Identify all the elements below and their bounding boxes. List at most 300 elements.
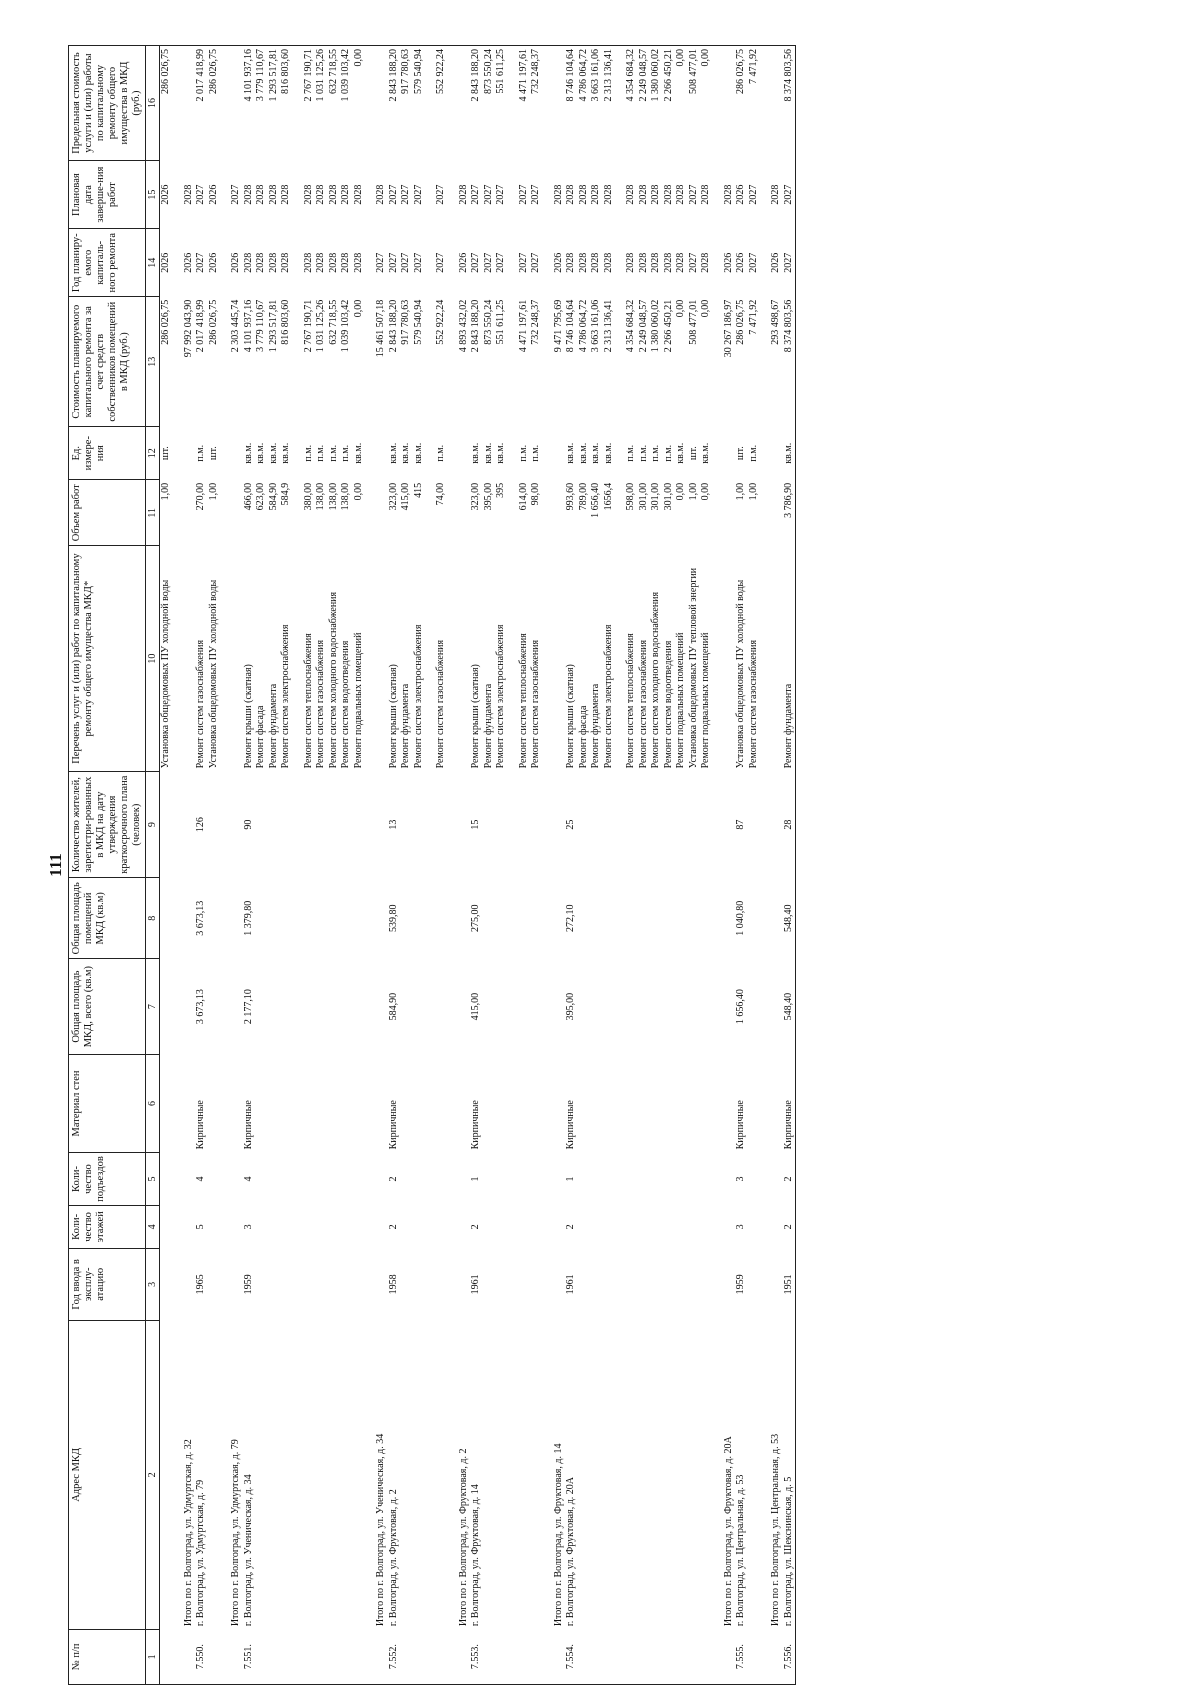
entrances-cell xyxy=(615,1152,638,1205)
table-row xyxy=(508,46,531,1685)
work-type-cell: Установка общедомовых ПУ тепловой энергии xyxy=(687,567,699,769)
column-number: 2 xyxy=(146,1321,160,1630)
header-total-area: Общая площадь МКД, всего (кв.м) xyxy=(69,959,146,1055)
column-number: 5 xyxy=(146,1152,160,1205)
entrances-cell: 4 xyxy=(195,1176,206,1182)
total-area-cell xyxy=(315,959,328,1055)
residents-cell xyxy=(173,771,196,877)
total-area-cell xyxy=(508,959,531,1055)
max-cost-cell: 4 101 937,16 xyxy=(243,46,256,161)
entrances-cell xyxy=(208,1152,221,1205)
floors-cell: 2 xyxy=(565,1224,576,1230)
address-cell xyxy=(400,1321,413,1630)
table-row xyxy=(565,46,578,1685)
year-built-cell xyxy=(543,1248,566,1320)
table-row xyxy=(675,46,688,1685)
wall-material-cell xyxy=(590,1055,603,1153)
entrances-cell: 2 xyxy=(387,1176,399,1182)
work-type-cell: Ремонт систем теплоснабжения xyxy=(625,633,636,769)
repair-year-cell: 2028 xyxy=(675,252,686,273)
premises-area-cell xyxy=(400,878,413,959)
unit-cell: кв.м. xyxy=(412,442,424,464)
total-area-cell xyxy=(353,959,366,1055)
wall-material-cell xyxy=(675,1055,688,1153)
work-type-cell: Ремонт систем электроснабжения xyxy=(495,624,506,769)
row-number xyxy=(293,1629,316,1684)
max-cost-cell: 0,00 xyxy=(353,46,366,161)
residents-cell xyxy=(365,771,388,877)
address-cell xyxy=(638,1321,651,1630)
year-built-cell: 1959 xyxy=(242,1274,254,1295)
work-type-cell: Ремонт систем электроснабжения xyxy=(280,624,291,769)
max-cost-cell: 1 031 125,26 xyxy=(315,46,328,161)
premises-area-cell: 272,10 xyxy=(565,904,576,933)
row-number: 7.550. xyxy=(195,1629,208,1684)
unit-cell: кв.м. xyxy=(470,442,481,464)
premises-area-cell xyxy=(208,878,221,959)
table-row xyxy=(353,46,366,1685)
max-cost-cell: 2 266 450,21 xyxy=(663,46,676,161)
year-built-cell xyxy=(603,1248,616,1320)
residents-cell xyxy=(688,771,701,877)
year-built-cell xyxy=(413,1248,426,1320)
entrances-cell xyxy=(543,1152,566,1205)
entrances-cell xyxy=(650,1152,663,1205)
entrances-cell xyxy=(578,1152,591,1205)
repair-year-cell: 2028 xyxy=(700,252,711,273)
due-date-cell: 2026 xyxy=(160,184,171,205)
wall-material-cell: Кирпичные xyxy=(735,1100,746,1150)
cost-cell: 2 303 445,74 xyxy=(230,299,241,353)
volume-cell xyxy=(760,480,783,546)
table-row xyxy=(783,46,796,1685)
column-number: 13 xyxy=(146,297,160,427)
year-built-cell xyxy=(160,1248,173,1320)
repair-year-cell: 2027 xyxy=(375,252,386,273)
residents-cell xyxy=(663,771,676,877)
repair-year-cell: 2028 xyxy=(352,252,364,273)
max-cost-cell: 4 471 197,61 xyxy=(508,46,531,161)
volume-cell: 623,00 xyxy=(255,482,266,511)
cost-cell: 30 267 186,97 xyxy=(722,299,734,358)
due-date-cell: 2028 xyxy=(255,184,266,205)
address-cell xyxy=(160,1321,173,1630)
total-area-cell xyxy=(425,959,448,1055)
repair-year-cell: 2028 xyxy=(340,252,351,273)
unit-cell: п.м. xyxy=(327,444,339,462)
max-cost-cell: 551 611,25 xyxy=(495,46,508,161)
residents-cell xyxy=(425,771,448,877)
table-row xyxy=(400,46,413,1685)
entrances-cell xyxy=(413,1152,426,1205)
address-cell: Итого по г. Волгоград, ул. Центральная, д. 53 xyxy=(770,1433,781,1627)
row-number xyxy=(615,1629,638,1684)
column-number: 16 xyxy=(146,46,160,161)
table-row xyxy=(650,46,663,1685)
total-area-cell: 395,00 xyxy=(565,992,576,1021)
premises-area-cell: 275,00 xyxy=(470,904,481,933)
floors-cell xyxy=(603,1206,616,1249)
due-date-cell: 2027 xyxy=(517,184,529,205)
volume-cell: 301,00 xyxy=(637,482,649,511)
volume-cell: 323,00 xyxy=(470,482,481,511)
residents-cell xyxy=(208,771,221,877)
row-number xyxy=(760,1629,783,1684)
header-repair-year: Год планиру-емого капиталь-ного ремонта xyxy=(69,229,146,297)
max-cost-cell: 3 663 161,06 xyxy=(590,46,603,161)
max-cost-cell: 1 039 103,42 xyxy=(340,46,353,161)
entrances-cell xyxy=(483,1152,496,1205)
residents-cell xyxy=(280,771,293,877)
unit-cell xyxy=(448,427,471,480)
residents-cell: 15 xyxy=(470,819,481,830)
volume-cell xyxy=(365,480,388,546)
table-row xyxy=(578,46,591,1685)
residents-cell xyxy=(530,771,543,877)
address-cell: г. Волгоград, ул. Фруктовая, д. 20А xyxy=(565,1476,576,1627)
volume-cell: 1,00 xyxy=(687,482,699,501)
column-number: 7 xyxy=(146,959,160,1055)
wall-material-cell xyxy=(748,1055,761,1153)
residents-cell xyxy=(675,771,688,877)
volume-cell: 74,00 xyxy=(435,482,446,506)
year-built-cell xyxy=(578,1248,591,1320)
unit-cell: шт. xyxy=(687,446,699,461)
cost-cell: 2 313 136,41 xyxy=(602,299,614,353)
repair-year-cell: 2026 xyxy=(722,252,734,273)
premises-area-cell xyxy=(483,878,496,959)
premises-area-cell: 1 040,80 xyxy=(735,900,746,936)
address-cell xyxy=(700,1321,713,1630)
repair-year-cell: 2027 xyxy=(517,252,529,273)
row-number xyxy=(328,1629,341,1684)
work-type-cell: Ремонт систем газоснабжения xyxy=(637,639,649,769)
row-number: 7.553. xyxy=(470,1629,483,1684)
cost-cell: 3 663 161,06 xyxy=(590,299,601,353)
residents-cell: 28 xyxy=(783,771,796,877)
unit-cell: кв.м. xyxy=(255,442,266,464)
due-date-cell: 2028 xyxy=(637,184,649,205)
total-area-cell xyxy=(495,959,508,1055)
volume-cell: 138,00 xyxy=(315,482,326,511)
residents-cell xyxy=(615,771,638,877)
total-area-cell: 415,00 xyxy=(470,992,481,1021)
year-built-cell xyxy=(173,1248,196,1320)
table-row xyxy=(268,46,281,1685)
entrances-cell xyxy=(280,1152,293,1205)
total-area-cell: 548,40 xyxy=(783,959,796,1055)
repair-year-cell: 2028 xyxy=(327,252,339,273)
volume-cell: 1,00 xyxy=(735,482,746,501)
premises-area-cell xyxy=(413,878,426,959)
table-row xyxy=(195,46,208,1685)
volume-cell: 466,00 xyxy=(242,482,254,511)
column-number: 6 xyxy=(146,1055,160,1153)
year-built-cell xyxy=(340,1248,353,1320)
year-built-cell xyxy=(675,1248,688,1320)
cost-cell: 4 354 684,32 xyxy=(625,299,636,353)
due-date-cell: 2026 xyxy=(735,184,746,205)
residents-cell: 126 xyxy=(195,817,206,833)
total-area-cell xyxy=(160,959,173,1055)
volume-cell: 3 786,90 xyxy=(783,480,796,546)
max-cost-cell: 552 922,24 xyxy=(425,46,448,161)
total-area-cell xyxy=(448,959,471,1055)
table-row xyxy=(663,46,676,1685)
unit-cell: п.м. xyxy=(625,444,636,462)
entrances-cell xyxy=(315,1152,328,1205)
cost-cell: 4 786 064,72 xyxy=(577,299,589,353)
due-date-cell: 2027 xyxy=(783,161,796,229)
volume-cell: 415,00 xyxy=(400,482,411,511)
cost-cell: 2 843 188,20 xyxy=(470,299,481,353)
floors-cell xyxy=(208,1206,221,1249)
max-cost-cell: 286 026,75 xyxy=(735,46,748,161)
repair-year-cell: 2028 xyxy=(577,252,589,273)
due-date-cell: 2028 xyxy=(280,184,291,205)
premises-area-cell xyxy=(220,878,243,959)
year-built-cell xyxy=(365,1248,388,1320)
total-row xyxy=(543,46,566,1685)
address-cell xyxy=(603,1321,616,1630)
max-cost-cell: 816 803,60 xyxy=(280,46,293,161)
row-number: 7.551. xyxy=(243,1629,256,1684)
year-built-cell xyxy=(650,1248,663,1320)
repair-year-cell: 2028 xyxy=(662,252,674,273)
year-built-cell xyxy=(748,1248,761,1320)
residents-cell xyxy=(400,771,413,877)
volume-cell: 323,00 xyxy=(387,482,399,511)
due-date-cell: 2027 xyxy=(495,184,506,205)
total-area-cell xyxy=(530,959,543,1055)
premises-area-cell xyxy=(293,878,316,959)
due-date-cell: 2027 xyxy=(230,184,241,205)
work-type-cell: Установка общедомовых ПУ холодной воды xyxy=(735,579,746,769)
address-cell xyxy=(413,1321,426,1630)
premises-area-cell xyxy=(615,878,638,959)
table-row xyxy=(340,46,353,1685)
due-date-cell: 2027 xyxy=(195,184,206,205)
wall-material-cell xyxy=(340,1055,353,1153)
work-type-cell: Ремонт систем газоснабжения xyxy=(530,639,541,769)
entrances-cell xyxy=(688,1152,701,1205)
wall-material-cell: Кирпичные xyxy=(387,1100,399,1150)
cost-cell: 1 031 125,26 xyxy=(315,299,326,353)
total-area-cell xyxy=(293,959,316,1055)
floors-cell xyxy=(483,1206,496,1249)
volume-cell: 1,00 xyxy=(747,482,759,501)
unit-cell: п.м. xyxy=(530,444,541,462)
address-cell: г. Волгоград, ул. Удмуртская, д. 79 xyxy=(195,1479,206,1627)
cost-cell: 579 540,94 xyxy=(412,299,424,345)
floors-cell xyxy=(663,1206,676,1249)
entrances-cell xyxy=(328,1152,341,1205)
volume-cell: 1,00 xyxy=(160,482,171,501)
due-date-cell: 2028 xyxy=(577,184,589,205)
column-number: 10 xyxy=(146,546,160,772)
floors-cell: 5 xyxy=(195,1224,206,1230)
due-date-cell: 2028 xyxy=(375,184,386,205)
repair-year-cell: 2026 xyxy=(230,252,241,273)
wall-material-cell xyxy=(315,1055,328,1153)
cost-cell: 3 779 110,67 xyxy=(255,299,266,352)
entrances-cell xyxy=(365,1152,388,1205)
max-cost-cell: 286 026,75 xyxy=(160,46,173,161)
total-area-cell xyxy=(173,959,196,1055)
premises-area-cell xyxy=(713,878,736,959)
header-number: № п/п xyxy=(69,1629,146,1684)
address-cell xyxy=(615,1321,638,1630)
repair-year-cell: 2026 xyxy=(770,252,781,273)
total-area-cell xyxy=(543,959,566,1055)
cost-cell: 1 293 517,81 xyxy=(267,299,279,353)
wall-material-cell xyxy=(615,1055,638,1153)
residents-cell xyxy=(578,771,591,877)
premises-area-cell xyxy=(268,878,281,959)
unit-cell: п.м. xyxy=(637,444,649,462)
floors-cell xyxy=(700,1206,713,1249)
repair-year-cell: 2028 xyxy=(590,252,601,273)
total-area-cell xyxy=(650,959,663,1055)
address-cell xyxy=(663,1321,676,1630)
unit-cell: п.м. xyxy=(195,444,206,462)
wall-material-cell xyxy=(400,1055,413,1153)
total-area-cell xyxy=(280,959,293,1055)
max-cost-cell: 2 017 418,99 xyxy=(195,46,208,161)
cost-cell: 293 498,67 xyxy=(770,299,781,345)
total-area-cell xyxy=(365,959,388,1055)
total-area-cell: 3 673,13 xyxy=(195,989,206,1025)
cost-cell: 7 471,92 xyxy=(747,299,759,335)
header-entrances: Коли-чество подъездов xyxy=(69,1152,146,1205)
premises-area-cell xyxy=(353,878,366,959)
volume-cell: 301,00 xyxy=(662,482,674,511)
residents-cell xyxy=(340,771,353,877)
entrances-cell xyxy=(448,1152,471,1205)
floors-cell xyxy=(615,1206,638,1249)
due-date-cell: 2027 xyxy=(470,184,481,205)
unit-cell: п.м. xyxy=(302,444,314,462)
total-area-cell xyxy=(328,959,341,1055)
wall-material-cell: Кирпичные xyxy=(470,1100,481,1150)
address-cell: г. Волгоград, ул. Центральная, д. 53 xyxy=(735,1474,746,1627)
volume-cell: 614,00 xyxy=(517,482,529,511)
year-built-cell xyxy=(760,1248,783,1320)
work-type-cell: Ремонт систем теплоснабжения xyxy=(517,633,529,769)
due-date-cell: 2028 xyxy=(700,184,711,205)
due-date-cell: 2028 xyxy=(327,184,339,205)
cost-cell: 4 101 937,16 xyxy=(242,299,254,353)
max-cost-cell xyxy=(220,46,243,161)
entrances-cell xyxy=(508,1152,531,1205)
due-date-cell: 2028 xyxy=(590,184,601,205)
due-date-cell: 2028 xyxy=(650,184,661,205)
premises-area-cell: 539,80 xyxy=(387,904,399,933)
cost-cell: 286 026,75 xyxy=(207,299,219,345)
repair-year-cell: 2027 xyxy=(495,252,506,273)
residents-cell xyxy=(700,771,713,877)
floors-cell xyxy=(400,1206,413,1249)
premises-area-cell xyxy=(365,878,388,959)
unit-cell: п.м. xyxy=(662,444,674,462)
unit-cell: кв.м. xyxy=(495,442,506,464)
work-type-cell: Ремонт фундамента xyxy=(590,683,601,769)
cost-cell: 552 922,24 xyxy=(435,299,446,345)
total-area-cell xyxy=(483,959,496,1055)
table-row xyxy=(293,46,316,1685)
work-type-cell xyxy=(543,546,566,772)
max-cost-cell: 1 293 517,81 xyxy=(268,46,281,161)
work-type-cell: Ремонт крыши (скатная) xyxy=(565,664,576,769)
floors-cell: 2 xyxy=(470,1224,481,1230)
work-type-cell: Ремонт систем водоотведения xyxy=(340,640,351,769)
due-date-cell: 2028 xyxy=(552,184,564,205)
floors-cell xyxy=(578,1206,591,1249)
volume-cell: 380,00 xyxy=(302,482,314,511)
premises-area-cell xyxy=(700,878,713,959)
entrances-cell xyxy=(293,1152,316,1205)
row-number xyxy=(675,1629,688,1684)
entrances-cell xyxy=(340,1152,353,1205)
entrances-cell xyxy=(495,1152,508,1205)
cost-cell: 816 803,60 xyxy=(280,299,291,345)
max-cost-cell: 2 843 188,20 xyxy=(388,46,401,161)
residents-cell xyxy=(508,771,531,877)
work-type-cell: Ремонт систем газоснабжения xyxy=(195,639,206,769)
wall-material-cell xyxy=(663,1055,676,1153)
entrances-cell: 1 xyxy=(565,1176,576,1182)
entrances-cell xyxy=(353,1152,366,1205)
due-date-cell: 2027 xyxy=(687,184,699,205)
floors-cell: 3 xyxy=(735,1224,746,1230)
max-cost-cell: 0,00 xyxy=(700,46,713,161)
repair-year-cell: 2027 xyxy=(470,252,481,273)
entrances-cell xyxy=(748,1152,761,1205)
floors-cell xyxy=(650,1206,663,1249)
max-cost-cell xyxy=(760,46,783,161)
cost-cell: 0,00 xyxy=(675,299,686,318)
year-built-cell xyxy=(590,1248,603,1320)
column-number: 15 xyxy=(146,161,160,229)
premises-area-cell xyxy=(173,878,196,959)
row-number xyxy=(748,1629,761,1684)
year-built-cell xyxy=(425,1248,448,1320)
volume-cell xyxy=(713,480,736,546)
unit-cell xyxy=(173,427,196,480)
header-premises-area: Общая площадь помещений МКД (кв.м) xyxy=(69,878,146,959)
total-area-cell xyxy=(255,959,268,1055)
column-number: 4 xyxy=(146,1206,160,1249)
year-built-cell: 1958 xyxy=(387,1274,399,1295)
unit-cell: шт. xyxy=(735,446,746,461)
work-type-cell: Ремонт систем газоснабжения xyxy=(315,639,326,769)
work-type-cell: Установка общедомовых ПУ холодной воды xyxy=(160,579,171,769)
wall-material-cell xyxy=(603,1055,616,1153)
residents-cell xyxy=(590,771,603,877)
work-type-cell: Ремонт подвальных помещений xyxy=(700,632,711,769)
premises-area-cell xyxy=(748,878,761,959)
year-built-cell xyxy=(508,1248,531,1320)
total-area-cell xyxy=(220,959,243,1055)
work-type-cell xyxy=(713,546,736,772)
total-area-cell xyxy=(603,959,616,1055)
due-date-cell: 2028 xyxy=(182,184,194,205)
table-row xyxy=(530,46,543,1685)
max-cost-cell: 3 779 110,67 xyxy=(255,46,268,161)
cost-cell: 508 477,01 xyxy=(687,299,699,345)
repair-year-cell: 2028 xyxy=(315,252,326,273)
floors-cell xyxy=(160,1206,173,1249)
